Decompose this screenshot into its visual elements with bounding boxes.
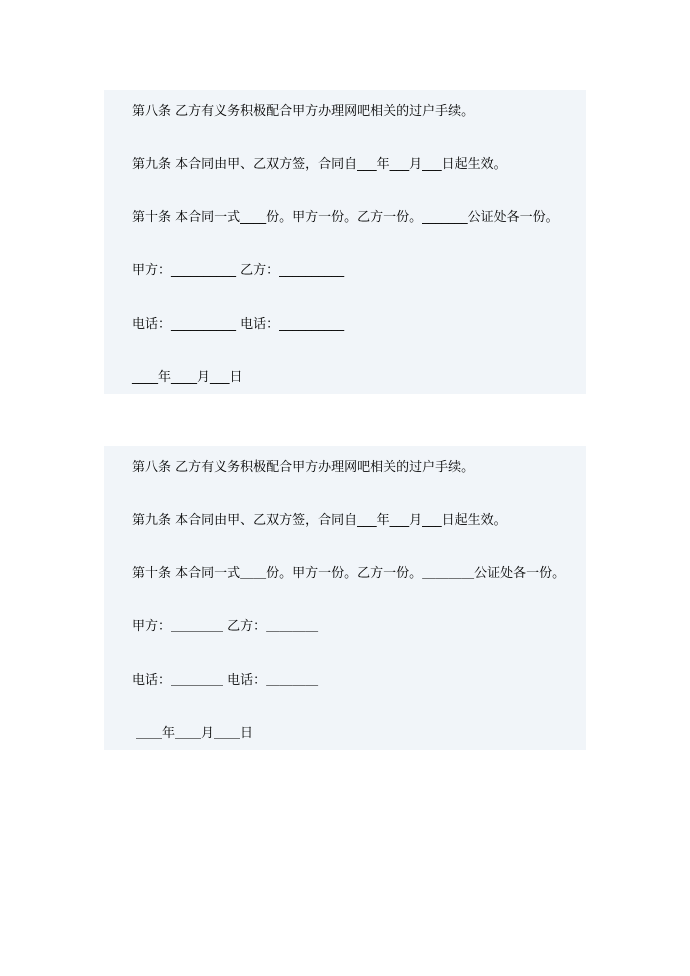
- party-signature-line: 甲方：＿＿＿＿ 乙方：＿＿＿＿: [132, 619, 319, 634]
- contract-section-2: [104, 446, 586, 750]
- article-10-text: 第十条 本合同一式＿＿份。甲方一份。乙方一份。＿＿＿＿公证处各一份。: [132, 566, 566, 581]
- article-9-text: 第九条 本合同由甲、乙双方签，合同自___年___月___日起生效。: [132, 513, 507, 528]
- article-8-text: 第八条 乙方有义务积极配合甲方办理网吧相关的过户手续。: [132, 104, 475, 119]
- party-signature-line: 甲方：__________ 乙方：__________: [132, 263, 345, 278]
- contract-section-1: [104, 90, 586, 394]
- phone-line: 电话：__________ 电话：__________: [132, 317, 345, 332]
- phone-line: 电话：＿＿＿＿ 电话：＿＿＿＿: [132, 673, 319, 688]
- article-8-text: 第八条 乙方有义务积极配合甲方办理网吧相关的过户手续。: [132, 460, 475, 475]
- article-9-text: 第九条 本合同由甲、乙双方签，合同自___年___月___日起生效。: [132, 157, 507, 172]
- date-line: ＿＿年＿＿月＿＿日: [136, 726, 254, 741]
- article-10-text: 第十条 本合同一式____份。甲方一份。乙方一份。_______公证处各一份。: [132, 210, 559, 225]
- date-line: ____年____月___日: [132, 370, 243, 385]
